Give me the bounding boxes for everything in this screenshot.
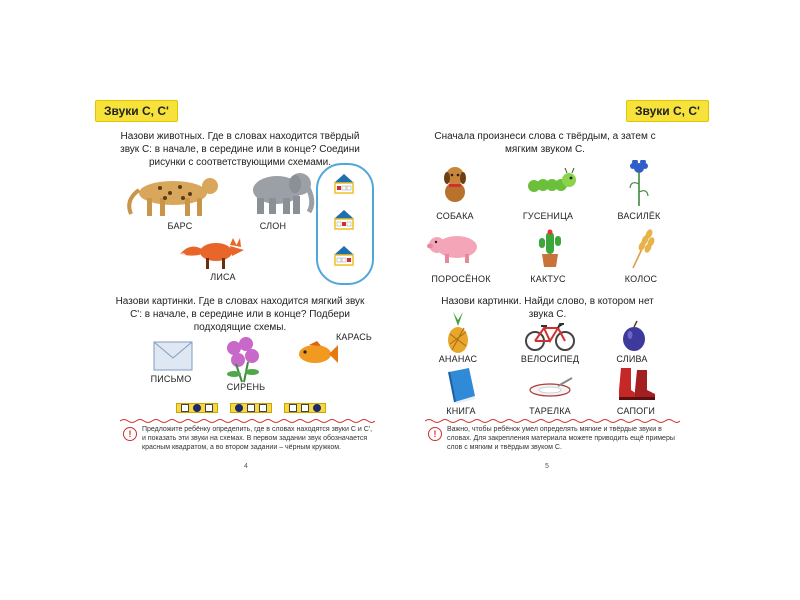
house-scheme-2[interactable]	[333, 209, 355, 231]
word2-label-1: АНАНАС	[438, 354, 478, 364]
divider-wave-left	[120, 418, 375, 424]
plate-illustration	[528, 376, 574, 398]
fox-illustration	[178, 228, 250, 270]
boots-illustration	[617, 366, 657, 402]
cornflower-illustration	[627, 160, 651, 208]
task1-text-right: Сначала произнеси слова с твёрдым, а затем с мягким звуком С.	[434, 131, 656, 155]
word2-label-2: ВЕЛОСИПЕД	[520, 354, 580, 364]
warning-icon-right: !	[428, 427, 442, 441]
animal-label-2: СЛОН	[259, 221, 287, 231]
task1-text-left: Назови животных. Где в словах находится твёрдый звук С: в начале, в середине или в конце? Соедини рисунки с соответствующими схемами.	[120, 131, 360, 168]
envelope-illustration	[153, 341, 193, 371]
dot-scheme-2[interactable]	[230, 403, 272, 413]
word1-label-6: КОЛОС	[624, 274, 658, 284]
pineapple-illustration	[443, 312, 473, 354]
word1-label-4: ПОРОСЁНОК	[431, 274, 491, 284]
task2-text-right: Назови картинки. Найди слово, в котором нет звука С.	[441, 296, 654, 320]
parent-note-right: Важно, чтобы ребёнок умел определять мягкие и твёрдые звуки в словах. Для закрепления материала можете приводить ещё примеры слов с мягким и твёрдым звуком С.	[447, 426, 675, 451]
warning-icon-left: !	[123, 427, 137, 441]
bicycle-illustration	[524, 322, 576, 352]
house-scheme-3[interactable]	[333, 245, 355, 267]
plum-illustration	[621, 320, 647, 352]
fish-illustration	[293, 341, 339, 367]
word2-label-5: ТАРЕЛКА	[529, 406, 571, 416]
house-scheme-1[interactable]	[333, 173, 355, 195]
word1-label-2: ГУСЕНИЦА	[522, 211, 574, 221]
dog-illustration	[438, 164, 472, 204]
section-tag-right: Звуки С, С'	[626, 100, 709, 122]
piglet-illustration	[427, 230, 483, 264]
animal-label-1: БАРС	[167, 221, 193, 231]
word1-label-3: ВАСИЛЁК	[617, 211, 661, 221]
section-tag-left: Звуки С, С'	[95, 100, 178, 122]
page-number-right: 5	[545, 463, 549, 470]
caterpillar-illustration	[526, 168, 576, 194]
word2-label-3: СЛИВА	[616, 354, 648, 364]
word1-label-5: КАКТУС	[530, 274, 566, 284]
lilac-illustration	[224, 336, 262, 384]
dot-scheme-1[interactable]	[176, 403, 218, 413]
item-label-1: ПИСЬМО	[150, 374, 192, 384]
animal-label-3: ЛИСА	[210, 272, 236, 282]
divider-wave-right	[425, 418, 680, 424]
word2-label-4: КНИГА	[446, 406, 476, 416]
word1-label-1: СОБАКА	[436, 211, 474, 221]
item-label-3: КАРАСЬ	[335, 332, 373, 342]
cactus-illustration	[536, 228, 564, 268]
parent-note-left: Предложите ребёнку определить, где в словах находятся звуки С и С', и показать эти звуки на схемах. В первом задании звук обозначается красным квадратом, а во втором задании – чёрным кружком.	[142, 426, 373, 451]
item-label-2: СИРЕНЬ	[226, 382, 266, 392]
task2-text-left: Назови картинки. Где в словах находится мягкий звук С': в начале, в середине или в конце? Подбери подходящие схемы.	[115, 296, 365, 333]
elephant-illustration	[245, 168, 315, 216]
page-number-left: 4	[244, 463, 248, 470]
word2-label-6: САПОГИ	[616, 406, 656, 416]
book-illustration	[445, 366, 479, 404]
dot-scheme-3[interactable]	[284, 403, 326, 413]
wheat-illustration	[627, 226, 657, 270]
leopard-illustration	[125, 168, 220, 218]
